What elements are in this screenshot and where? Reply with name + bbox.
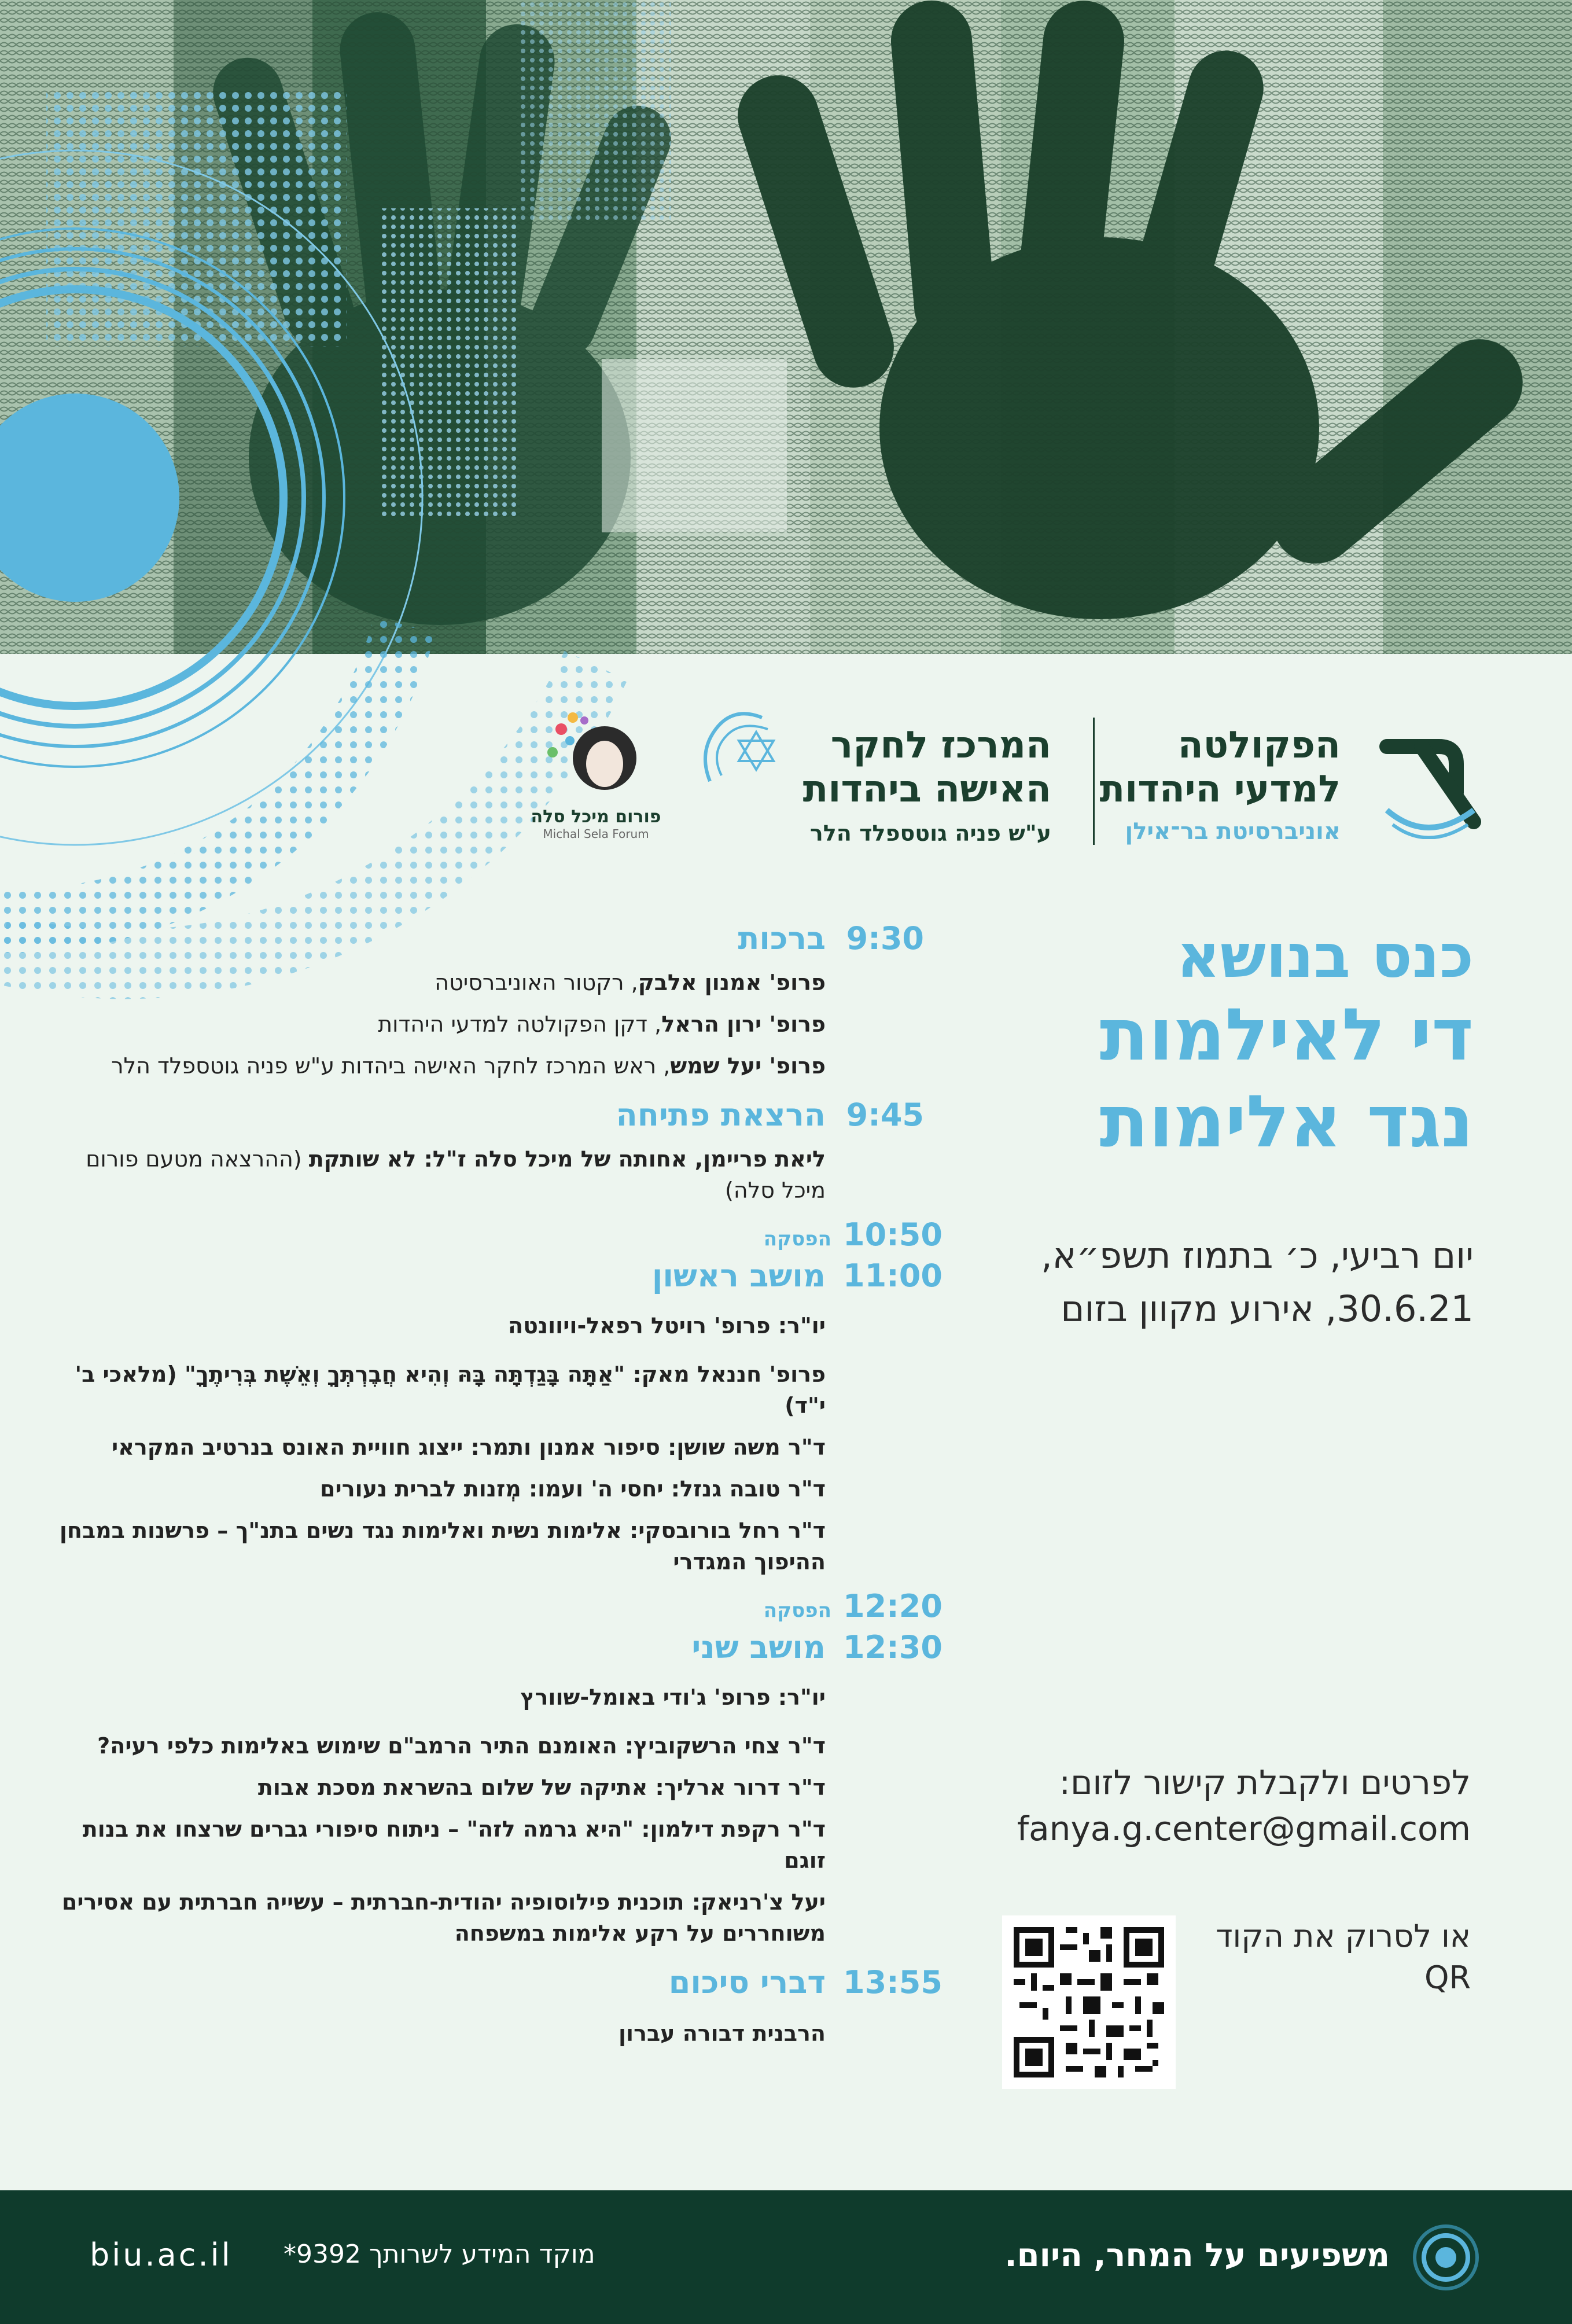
speaker: [56, 1143, 924, 1206]
speaker-role: (ההרצאה מטעם פורום מיכל סלה): [86, 1146, 826, 1203]
talk: [56, 1432, 924, 1463]
session-opening-lecture: [56, 1097, 924, 1133]
speaker-name: הרבנית דבורה עברון: [619, 2021, 826, 2046]
footer-slogan: משפיעים על המחר, היום.: [1004, 2237, 1390, 2274]
talk: [56, 1359, 924, 1421]
center-dedication: ע"ש פניה גוטספלד הלר: [809, 821, 1051, 846]
session-greetings: [56, 920, 924, 957]
bar-ilan-logo-icon: [1369, 723, 1485, 839]
logo-divider: [1093, 718, 1095, 845]
session-chair: [56, 1310, 924, 1341]
chair-name: יו"ר: פרופ' ג'ודי באומל-שוורץ: [520, 1685, 826, 1710]
logos-row: [0, 706, 1572, 856]
talk: [56, 1814, 924, 1876]
break-time: 10:50: [843, 1216, 943, 1253]
speaker: [56, 1009, 924, 1040]
speaker: [56, 2018, 924, 2049]
qr-section: [892, 1915, 1471, 2106]
center-name-line1: המרכז לחקר: [830, 724, 1051, 767]
michal-sela-forum-logo: [521, 706, 671, 856]
portrait-butterflies-icon: [538, 706, 654, 804]
session-second: [56, 1629, 943, 1665]
speaker-role: , רקטור האוניברסיטה: [435, 970, 638, 995]
forum-name-english: Michal Sela Forum: [543, 827, 649, 841]
break-time: 12:20: [843, 1588, 943, 1624]
qr-line1: או לסרוק את הקוד: [1216, 1918, 1471, 1954]
title-line1: די לאילמות: [1099, 994, 1474, 1077]
speaker-name: פרופ' אמנון אלבק: [638, 970, 826, 995]
session-time: 11:00: [843, 1257, 943, 1294]
center-name-line2: האישה ביהדות: [802, 768, 1051, 811]
talk-text: ד"ר משה שושן: סיפור אמנון ותמר: ייצוג חוויית האונס בנרטיב המקראי: [112, 1435, 826, 1460]
talk-text: ד"ר טובה גנזל: יחסי ה' ועמו: מְזנות לברית נעורים: [320, 1476, 826, 1502]
break: [56, 1588, 943, 1624]
speaker-role: , דקן הפקולטה למדעי היהדות: [378, 1012, 662, 1037]
faculty-name-line2: למדעי היהדות: [1099, 768, 1341, 811]
woman-profile-icon: [687, 694, 785, 793]
talk-text: ד"ר רקפת דילמון: "היא גרמה לזה" – ניתוח סיפורי גברים שרצחו את בנות זוגם: [82, 1816, 826, 1873]
speaker-role: , ראש המרכז לחקר האישה ביהדות ע"ש פניה גוטספלד הלר: [111, 1053, 671, 1079]
talk: [56, 1730, 924, 1762]
session-time: 9:45: [846, 1097, 924, 1133]
session-title: הרצאת פתיחה: [616, 1097, 826, 1133]
schedule: [56, 920, 943, 2049]
talk: [56, 1887, 924, 1949]
faculty-name-line1: הפקולטה: [1177, 724, 1341, 767]
speaker-name: פרופ' יעל שמש: [670, 1053, 826, 1079]
contact-info: [892, 1759, 1471, 1852]
session-title: דברי סיכום: [668, 1964, 826, 2001]
footer-website-link[interactable]: biu.ac.il: [90, 2237, 233, 2273]
session-title: מושב שני: [691, 1629, 826, 1665]
session-first: [56, 1257, 943, 1294]
circle-emblem-icon: [1412, 2224, 1479, 2291]
break-label: הפסקה: [763, 1227, 831, 1251]
university-name: אוניברסיטת בר־אילן: [1125, 818, 1341, 845]
contact-label: לפרטים ולקבלת קישור לזום:: [1059, 1763, 1471, 1802]
handprint-collage: [0, 0, 1572, 654]
date-line2: 30.6.21, אירוע מקוון בזום: [1061, 1288, 1474, 1330]
title-line2: נגד אלימות: [1099, 1080, 1474, 1164]
speaker-name: ליאת פריימן, אחותה של מיכל סלה ז"ל: לא שותקת: [308, 1146, 826, 1172]
chair-name: יו"ר: פרופ' רויטל רפאל-ויוונטה: [508, 1313, 826, 1338]
session-closing: [56, 1964, 943, 2001]
qr-line2: QR: [1424, 1959, 1471, 1996]
talk: [56, 1772, 924, 1803]
speaker: [56, 1050, 924, 1082]
session-time: 13:55: [843, 1964, 943, 2001]
footer: [0, 2190, 1572, 2324]
session-time: 12:30: [843, 1629, 943, 1665]
talk: [56, 1473, 924, 1505]
conference-title: [895, 920, 1474, 1336]
session-time: 9:30: [846, 920, 924, 957]
forum-name: פורום מיכל סלה: [531, 807, 661, 827]
title-kicker: כנס בנושא: [1176, 921, 1474, 991]
talk-text: ד"ר צחי הרשקוביץ: האומנם התיר הרמב"ם שימוש באלימות כלפי רעיה?: [97, 1733, 826, 1759]
talk: [56, 1515, 924, 1577]
talk-text: יעל צ'רניאק: תוכנית פילוסופיה יהודית-חברתית – עשייה חברתית עם אסירים משוחררים על רקע אלימות במשפחה: [61, 1889, 826, 1946]
speaker: [56, 967, 924, 998]
session-title: מושב ראשון: [651, 1257, 826, 1294]
qr-code-icon: [1014, 1927, 1164, 2077]
talk-text: ד"ר רחל בורובסקי: אלימות נשית ואלימות נגד נשים בתנ"ך – פרשנות במבחן ההיפוך המגדרי: [59, 1518, 826, 1575]
hero-image: [0, 0, 1572, 654]
date-line1: יום רביעי, כ׳ בתמוז תשפ״א,: [1041, 1234, 1474, 1277]
break: [56, 1216, 943, 1253]
talk-text: ד"ר דרור ארליך: אתיקה של שלום בהשראת מסכת אבות: [257, 1775, 826, 1800]
talk-text: פרופ' חננאל מאק: "אַתָּה בָּגַדְתָּה בָּהּ וְהִיא חֲבֶרְתְּךָ וְאֵשֶׁת בְּרִיתֶךָ" (מלאכי ב' י"ד): [75, 1362, 826, 1418]
footer-hotline: מוקד המידע לשרותך 9392*: [284, 2240, 595, 2269]
qr-instructions: [1199, 1915, 1471, 1999]
speaker-name: פרופ' ירון הראל: [661, 1012, 826, 1037]
qr-code[interactable]: [1002, 1915, 1176, 2089]
break-label: הפסקה: [763, 1599, 831, 1622]
session-title: ברכות: [738, 920, 826, 957]
contact-email[interactable]: fanya.g.center@gmail.com: [1017, 1809, 1471, 1848]
women-center-logo: [612, 706, 1051, 856]
session-chair: [56, 1682, 924, 1713]
